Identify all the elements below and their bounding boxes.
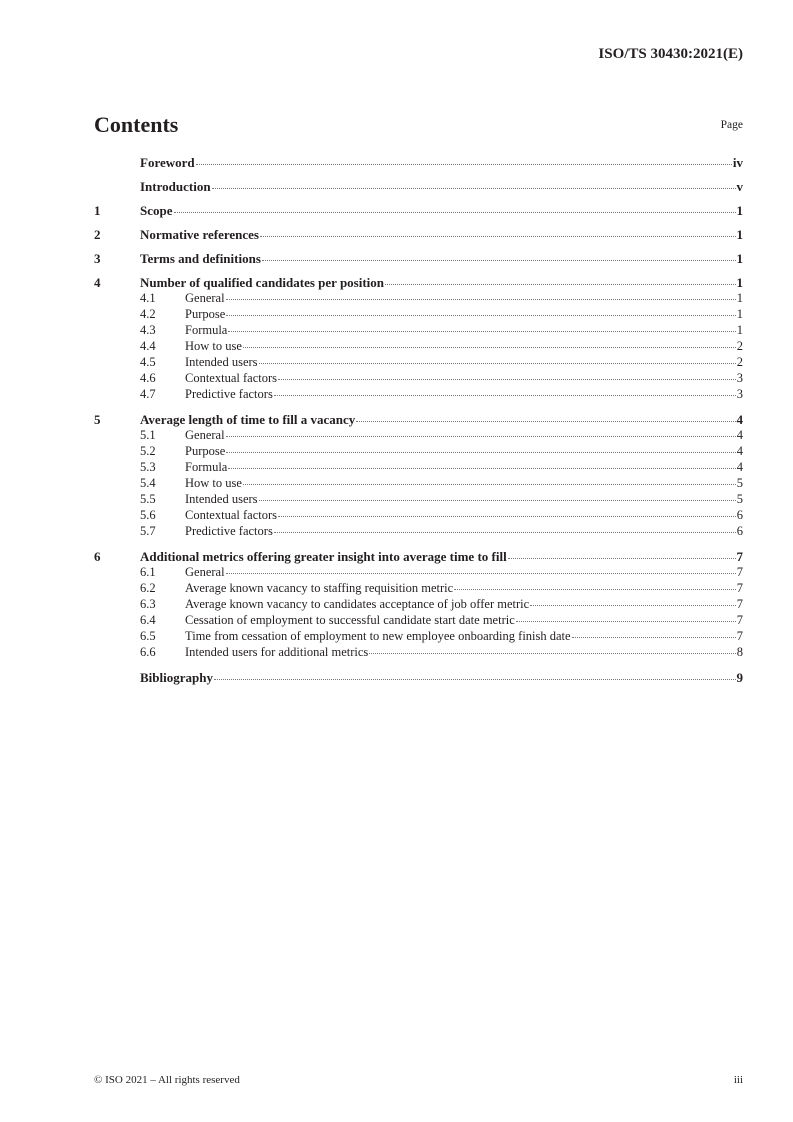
toc-entry-title: Number of qualified candidates per position: [140, 275, 385, 290]
toc-entry-title: How to use: [185, 339, 242, 353]
dot-leader: [226, 452, 735, 453]
toc-entry[interactable]: [94, 203, 743, 219]
toc-entry-number: 4.7: [140, 387, 156, 401]
toc-entry-title: Average known vacancy to candidates acceptance of job offer metric: [185, 597, 530, 611]
toc-entry[interactable]: [94, 444, 743, 459]
toc-entry-page: 1: [736, 307, 743, 321]
page-title: Contents: [94, 112, 179, 137]
toc-entry-page: 1: [736, 251, 743, 266]
toc-entry-title: Foreword: [140, 155, 195, 170]
toc-entry-title: Introduction: [140, 179, 211, 194]
toc-entry-number: 5.7: [140, 524, 156, 538]
toc-entry[interactable]: [94, 597, 743, 612]
toc-entry-page: 7: [736, 613, 743, 627]
toc-entry-page: 3: [736, 387, 743, 401]
toc-entry[interactable]: [94, 179, 743, 195]
toc-entry-page: 2: [736, 339, 743, 353]
toc-entry-page: 1: [736, 291, 743, 305]
dot-leader: [356, 421, 735, 422]
toc-entry-number: 6.1: [140, 565, 156, 579]
toc-entry-number: 6.2: [140, 581, 156, 595]
toc-entry-title: Predictive factors: [185, 524, 273, 538]
dot-leader: [530, 605, 736, 606]
toc-entry[interactable]: [94, 155, 743, 171]
page-column-label: Page: [720, 119, 743, 131]
toc-entry-title: Additional metrics offering greater insight into average time to fill: [140, 549, 507, 564]
dot-leader: [243, 347, 736, 348]
toc-entry[interactable]: [94, 307, 743, 322]
toc-entry[interactable]: [94, 670, 743, 686]
toc-entry-title: Intended users: [185, 355, 258, 369]
toc-entry-page: 8: [736, 645, 743, 659]
toc-entry-number: 4.1: [140, 291, 156, 305]
toc-entry-number: 5.2: [140, 444, 156, 458]
toc-entry-title: Average known vacancy to staffing requisition metric: [185, 581, 454, 595]
toc-entry-number: 6.5: [140, 629, 156, 643]
toc-entry-title: Terms and definitions: [140, 251, 261, 266]
toc-entry[interactable]: [94, 339, 743, 354]
toc-entry[interactable]: [94, 227, 743, 243]
toc-entry-title: General: [185, 291, 225, 305]
dot-leader: [259, 363, 736, 364]
toc-entry[interactable]: [94, 524, 743, 539]
toc-entry-number: 4: [94, 275, 101, 290]
toc-entry-title: Purpose: [185, 307, 226, 321]
toc-entry[interactable]: [94, 275, 743, 291]
document-id: ISO/TS 30430:2021(E): [598, 46, 743, 62]
toc-entry[interactable]: [94, 565, 743, 580]
toc-entry-page: 7: [736, 565, 743, 579]
dot-leader: [262, 260, 736, 261]
toc-entry-number: 3: [94, 251, 101, 266]
dot-leader: [385, 284, 735, 285]
toc-entry-number: 1: [94, 203, 101, 218]
copyright-notice: © ISO 2021 – All rights reserved: [94, 1074, 240, 1086]
dot-leader: [174, 212, 736, 213]
toc-entry[interactable]: [94, 387, 743, 402]
toc-entry-number: 6.3: [140, 597, 156, 611]
toc-entry-page: v: [736, 179, 743, 194]
dot-leader: [274, 532, 736, 533]
toc-entry[interactable]: [94, 508, 743, 523]
toc-entry-page: 6: [736, 524, 743, 538]
toc-entry-page: 4: [736, 412, 743, 427]
toc-entry-title: Average length of time to fill a vacancy: [140, 412, 356, 427]
toc-entry-page: 4: [736, 428, 743, 442]
toc-entry-title: Contextual factors: [185, 508, 277, 522]
toc-entry-number: 5.3: [140, 460, 156, 474]
toc-entry-page: 9: [736, 670, 743, 685]
dot-leader: [278, 379, 736, 380]
dot-leader: [369, 653, 735, 654]
toc-entry[interactable]: [94, 581, 743, 596]
dot-leader: [212, 188, 736, 189]
toc-entry[interactable]: [94, 355, 743, 370]
toc-entry-title: Intended users for additional metrics: [185, 645, 369, 659]
toc-entry-title: Intended users: [185, 492, 258, 506]
dot-leader: [454, 589, 736, 590]
toc-entry[interactable]: [94, 371, 743, 386]
toc-entry-page: 7: [736, 549, 743, 564]
toc-entry[interactable]: [94, 613, 743, 628]
toc-entry-title: General: [185, 428, 225, 442]
toc-entry-page: 2: [736, 355, 743, 369]
toc-entry-title: Formula: [185, 323, 228, 337]
dot-leader: [572, 637, 736, 638]
dot-leader: [226, 436, 736, 437]
toc-entry-number: 4.3: [140, 323, 156, 337]
dot-leader: [196, 164, 732, 165]
dot-leader: [228, 468, 735, 469]
dot-leader: [243, 484, 736, 485]
toc-entry-number: 5.4: [140, 476, 156, 490]
toc-entry-page: 7: [736, 629, 743, 643]
toc-entry[interactable]: [94, 251, 743, 267]
toc-entry-title: Bibliography: [140, 670, 213, 685]
toc-entry-page: 4: [736, 460, 743, 474]
toc-entry-title: How to use: [185, 476, 242, 490]
toc-entry-number: 4.5: [140, 355, 156, 369]
toc-entry-page: iv: [732, 155, 743, 170]
toc-entry-number: 5.1: [140, 428, 156, 442]
toc-entry-number: 5.5: [140, 492, 156, 506]
toc-entry-page: 4: [736, 444, 743, 458]
dot-leader: [228, 331, 735, 332]
toc-entry-number: 5.6: [140, 508, 156, 522]
toc-entry-title: Normative references: [140, 227, 259, 242]
dot-leader: [214, 679, 736, 680]
toc-entry-page: 7: [736, 581, 743, 595]
toc-entry[interactable]: [94, 323, 743, 338]
toc-entry-number: 6: [94, 549, 101, 564]
toc-entry-title: Formula: [185, 460, 228, 474]
toc-entry-title: Cessation of employment to successful candidate start date metric: [185, 613, 515, 627]
toc-entry-page: 1: [736, 275, 743, 290]
toc-entry-page: 1: [736, 203, 743, 218]
dot-leader: [278, 516, 736, 517]
dot-leader: [259, 500, 736, 501]
dot-leader: [274, 395, 736, 396]
toc-entry-title: Scope: [140, 203, 173, 218]
toc-entry[interactable]: [94, 412, 743, 428]
toc-entry-page: 1: [736, 227, 743, 242]
toc-entry-number: 4.2: [140, 307, 156, 321]
toc-entry[interactable]: [94, 492, 743, 507]
toc-entry-number: 6.6: [140, 645, 156, 659]
toc-entry-number: 4.4: [140, 339, 156, 353]
dot-leader: [226, 573, 736, 574]
toc-entry-page: 5: [736, 476, 743, 490]
toc-entry-title: Purpose: [185, 444, 226, 458]
toc-entry-number: 2: [94, 227, 101, 242]
page-number: iii: [733, 1074, 743, 1086]
toc-entry[interactable]: [94, 428, 743, 443]
dot-leader: [508, 558, 736, 559]
toc-entry-page: 7: [736, 597, 743, 611]
toc-entry-title: Contextual factors: [185, 371, 277, 385]
toc-entry-title: Predictive factors: [185, 387, 273, 401]
toc-entry-number: 4.6: [140, 371, 156, 385]
toc-entry[interactable]: [94, 629, 743, 644]
toc-entry-page: 6: [736, 508, 743, 522]
dot-leader: [260, 236, 736, 237]
toc-entry[interactable]: [94, 291, 743, 306]
dot-leader: [226, 299, 736, 300]
toc-entry-page: 3: [736, 371, 743, 385]
toc-entry[interactable]: [94, 549, 743, 565]
dot-leader: [226, 315, 735, 316]
toc-entry-number: 6.4: [140, 613, 156, 627]
toc-entry-page: 1: [736, 323, 743, 337]
toc-entry-page: 5: [736, 492, 743, 506]
toc-entry-title: Time from cessation of employment to new employee onboarding finish date: [185, 629, 571, 643]
toc-entry[interactable]: [94, 645, 743, 660]
toc-entry[interactable]: [94, 460, 743, 475]
dot-leader: [516, 621, 736, 622]
toc-entry[interactable]: [94, 476, 743, 491]
toc-entry-title: General: [185, 565, 225, 579]
toc-entry-number: 5: [94, 412, 101, 427]
